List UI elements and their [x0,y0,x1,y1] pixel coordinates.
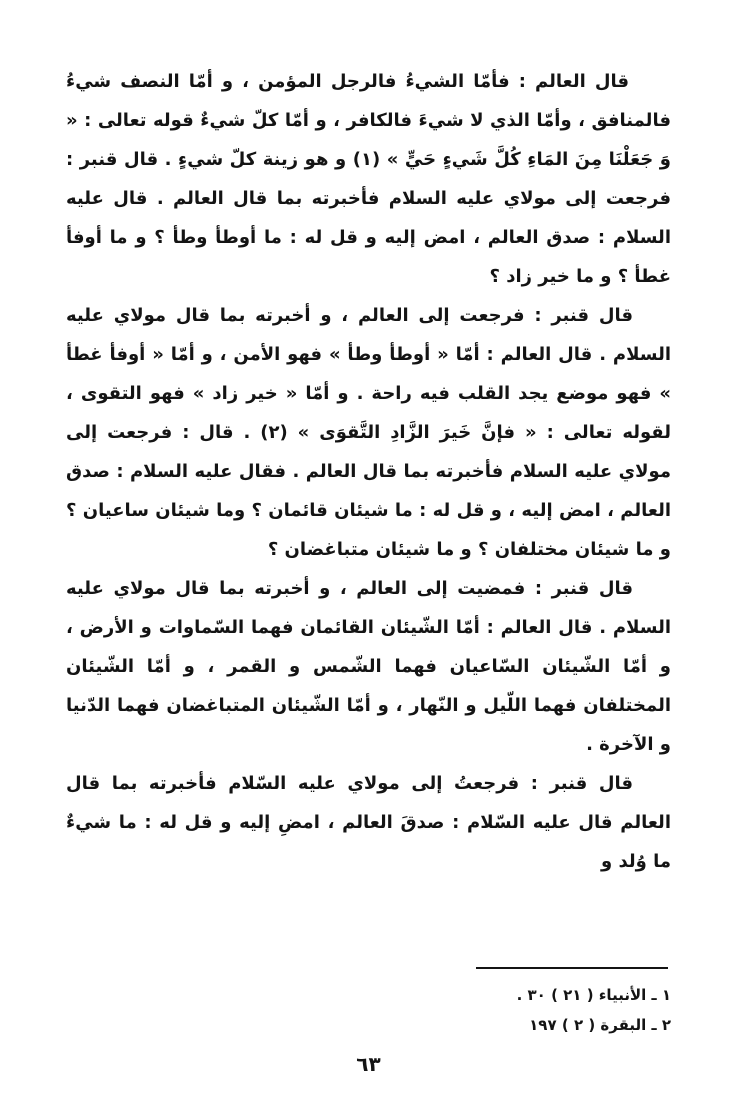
paragraph-2: قال قنبر : فرجعت إلى العالم ، و أخبرته بما قال مولاي عليه السلام . قال العالم : أمّا « أوطأ وطأ » فهو الأمن ، و أمّا « أوفأ غطأ » فهو موضع يجد القلب فيه راحة . و أمّا « خير زاد » فهو التقوى ، لقوله تعالى : « فإنَّ خَيرَ الزَّادِ التَّقوَى » (٢) . قال : فرجعت إلى مولاي عليه السلام فأخبرته بما قال العالم . فقال عليه السلام : صدق العالم ، امض إليه ، و قل له : ما شيئان قائمان ؟ وما شيئان ساعيان ؟ و ما شيئان مختلفان ؟ و ما شيئان متباغضان ؟ [66,305,671,560]
page-number: ٦٣ [356,1052,381,1076]
paragraph-3: قال قنبر : فمضيت إلى العالم ، و أخبرته بما قال مولاي عليه السلام . قال العالم : أمّا الشّيئان القائمان فهما السّماوات و الأرض ، و أمّا الشّيئان السّاعيان فهما الشّمس و القمر ، و أمّا الشّيئان المختلفان فهما اللّيل و النّهار ، و أمّا الشّيئان المتباغضان فهما الدّنيا و الآخرة . [66,578,671,755]
footnote-1: ١ ـ الأنبياء ( ٢١ ) ٣٠ . [516,986,671,1004]
footnotes [371,980,671,1040]
main-text [66,62,671,881]
paragraph-1: قال العالم : فأمّا الشيءُ فالرجل المؤمن ، و أمّا النصف شيءُ فالمنافق ، وأمّا الذي لا شيءَ فالكافر ، و أمّا كلّ شيءٌ قوله تعالى : « وَ جَعَلْنَا مِنَ المَاءِ كُلَّ شَيءٍ حَيٍّ » (١) و هو زينة كلّ شيءٍ . قال قنبر : فرجعت إلى مولاي عليه السلام فأخبرته بما قال العالم . قال عليه السلام : صدق العالم ، امض إليه و قل له : ما أوطأ وطأ ؟ و ما أوفأ غطأ ؟ و ما خير زاد ؟ [66,71,671,287]
paragraph-4: قال قنبر : فرجعتُ إلى مولاي عليه السّلام فأخبرته بما قال العالم قال عليه السّلام : صدقَ العالم ، امضِ إليه و قل له : ما شيءٌ ما وُلد و [66,773,671,872]
footnote-2: ٢ ـ البقرة ( ٢ ) ١٩٧ [529,1016,671,1034]
footnote-divider [476,967,668,969]
